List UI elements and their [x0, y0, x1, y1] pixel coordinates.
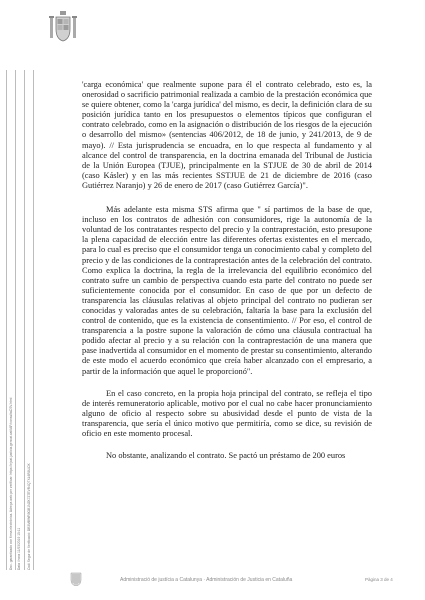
paragraph-analisis-contrato: No obstante, analizando el contrato. Se pactó un préstamo de 200 euros: [106, 451, 346, 461]
paragraph-quote-carga-economica: 'carga económica' que realmente supone para él el contrato celebrado, esto es, la onerosidad o sacrificio patrimonial realizada a cambio de la prestación económica que se quiere obtener, como la 'carga jurídica' del mismo, es decir, la definición clara de su posición jurídica tanto en los presupuestos o elementos típicos que configuran el contrato celebrado, como en la asignación o distribución de los riesgos de la ejecución o desarrollo del mismo» (sentencias 406/2012, de 18 de junio, y 241/2013, de 9 de mayo). // Esta jurisprudencia se encuadra, en lo que respecta al fundamento y al alcance del control de transparencia, en la doctrina emanada del Tribunal de Justicia de la Unión Europea (TJUE), principalmente en la STJUE de 30 de abril de 2014 (caso Kásler) y en las más recientes SSTJUE de 21 de diciembre de 2016 (caso Gutiérrez Naranjo) y 26 de enero de 2017 (caso Gutiérrez García)".: [82, 80, 372, 190]
document-body: [82, 80, 372, 461]
catalonia-emblem-logo: [70, 572, 82, 586]
paragraph-sts-transparencia: Más adelante esta misma STS afirma que " sí partimos de la base de que, incluso en los contratos de adhesión con consumidores, rige la autonomía de la voluntad de los contratantes respecto del precio y la contraprestación, esto presupone la plena capacidad de elección entre las diferentes ofertas existentes en el mercado, para lo cual es preciso que el consumidor tenga un conocimiento cabal y completo del precio y de las condiciones de la contraprestación antes de la celebración del contrato. Como explica la doctrina, la regla de la irrelevancia del equilibrio económico del contrato sufre un cambio de perspectiva cuando esta parte del contrato no puede ser suficientemente conocida por el consumidor. En caso de que por un defecto de transparencia las cláusulas relativas al objeto principal del contrato no pudieran ser conocidas y valoradas antes de su celebración, faltaría la base para la exclusión del control de contenido, que es la existencia de consentimiento. // Por eso, el control de transparencia a la postre supone la valoración de cómo una cláusula contractual ha podido afectar al precio y a su relación con la contraprestación de una manera que pase inadvertida al consumidor en el momento de prestar su consentimiento, alterando de este modo el acuerdo económico que creía haber alcanzado con el empresario, a partir de la información que aquel le proporcionó".: [82, 205, 372, 376]
signature-date-text: Data i hora 11/03/2019 15:11: [17, 527, 21, 570]
paragraph-caso-concreto: En el caso concreto, en la propia hoja principal del contrato, se refleja el tipo de interés remuneratorio aplicable, motivo por el cual no cabe hacer pronunciamiento alguno de oficio al respecto sobre su abusividad desde el punto de vista de la transparencia, que sería el único motivo que permitiría, como se dice, su revisión de oficio en este momento procesal.: [82, 388, 372, 438]
signature-verification-text: Doc. garantizado con firma electrónica. Adreça web per verificar: https://ejcat.justicia.gencat.cat/IAP/consultaCSV.html: [9, 397, 13, 570]
spain-coat-of-arms-logo: [48, 10, 78, 46]
verification-code-text: Codi Segur de Verificació: DB3MBWR9GB1NZK7Z7EVR4QTXL6R8UCK: [27, 463, 31, 570]
footer-administration-text: Administració de justícia a Catalunya · Administración de Justicia en Cataluña: [120, 577, 293, 583]
page-footer: [0, 570, 425, 600]
verification-sidebar: [0, 70, 42, 570]
page-number: Pàgina 3 de 4: [365, 577, 393, 582]
